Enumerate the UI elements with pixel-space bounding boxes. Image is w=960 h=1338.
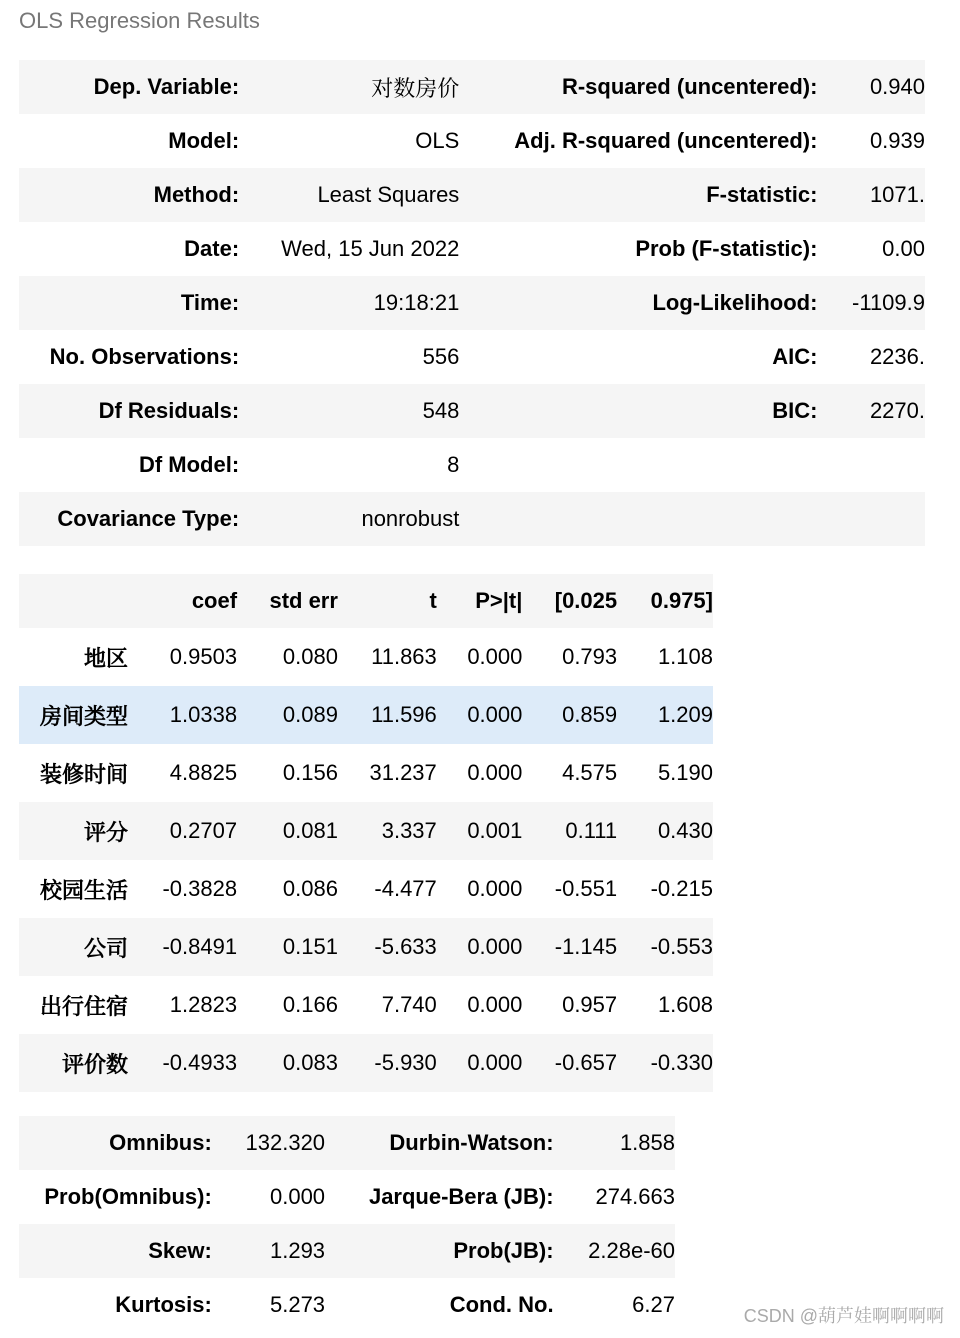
diagnostic-value: 5.273 [269,1292,326,1317]
diagnostic-value: 2.28e-60 [588,1238,675,1263]
coefficient-row [19,744,713,802]
coefficient-value: 0.086 [282,876,338,901]
coefficient-value: -1.145 [554,934,618,959]
summary-label: Method: [153,182,240,207]
diagnostic-label: Prob(Omnibus): [44,1184,212,1209]
diagnostic-value: 6.27 [632,1292,675,1317]
summary-value: 1071. [869,182,925,207]
variable-name: 评分 [84,819,129,845]
coefficient-value: 0.000 [467,702,523,727]
variable-name: 出行住宿 [40,993,129,1019]
diagnostic-value: 274.663 [595,1184,675,1209]
summary-value: 0.939 [869,128,925,153]
diagnostics-row [19,1116,675,1170]
coefficient-value: 0.001 [467,818,523,843]
column-header: coef [191,588,238,613]
diagnostic-value: 1.293 [269,1238,326,1263]
summary-row [19,114,925,168]
coefficient-value: 0.793 [562,644,618,669]
summary-value: 2270. [869,398,925,423]
summary-label: R-squared (uncentered): [561,74,818,99]
diagnostic-label: Durbin-Watson: [389,1130,554,1155]
coefficient-value: -0.553 [650,934,713,959]
summary-value: 0.940 [869,74,925,99]
summary-label: Time: [180,290,240,315]
summary-label: F-statistic: [706,182,818,207]
summary-label: BIC: [772,398,818,423]
coefficient-value: -4.477 [374,876,437,901]
column-header: P>|t| [475,588,523,613]
coefficient-row [19,860,713,918]
summary-row [19,60,925,114]
column-header: std err [269,588,338,613]
coefficient-value: 0.957 [562,992,618,1017]
coefficient-row [19,918,713,976]
diagnostics-row [19,1170,675,1224]
summary-value: OLS [415,128,460,153]
summary-value: Least Squares [317,182,460,207]
diagnostic-label: Omnibus: [109,1130,212,1155]
coefficient-value: -5.930 [374,1050,437,1075]
column-header: [0.025 [554,588,618,613]
diagnostic-label: Skew: [148,1238,212,1263]
summary-value: 对数房价 [371,75,460,101]
coefficient-value: 1.0338 [169,702,238,727]
diagnostic-value: 0.000 [269,1184,326,1209]
coefficient-value: 0.089 [282,702,338,727]
coefficient-value: -0.657 [554,1050,618,1075]
summary-value: nonrobust [361,506,460,531]
column-header [19,574,128,628]
coefficient-value: 3.337 [381,818,437,843]
summary-label: Df Residuals: [98,398,240,423]
coefficient-row [19,976,713,1034]
summary-label: Date: [184,236,240,261]
variable-name: 房间类型 [40,703,129,729]
summary-label: Dep. Variable: [93,74,240,99]
summary-table [19,60,925,546]
coefficient-value: 4.8825 [169,760,238,785]
coefficient-row [19,1034,713,1092]
summary-row [19,330,925,384]
summary-row [19,492,925,546]
coefficient-row [19,686,713,744]
coefficient-value: 4.575 [562,760,618,785]
summary-row [19,276,925,330]
summary-value [817,438,925,492]
coefficient-value: 0.000 [467,992,523,1017]
summary-value: Wed, 15 Jun 2022 [281,236,460,261]
coefficient-value: 0.081 [282,818,338,843]
summary-value: 2236. [869,344,925,369]
summary-value: 19:18:21 [373,290,460,315]
coefficient-value: 11.863 [371,644,437,669]
coefficient-value: -0.4933 [162,1050,238,1075]
summary-value: 556 [422,344,460,369]
coefficient-value: 0.9503 [169,644,238,669]
coefficient-value: 0.2707 [169,818,238,843]
coefficient-value: 0.000 [467,1050,523,1075]
coefficient-row [19,628,713,686]
diagnostic-value: 132.320 [245,1130,326,1155]
diagnostics-table [19,1116,675,1332]
summary-label: Adj. R-squared (uncentered): [514,128,818,153]
coefficient-value: -5.633 [374,934,437,959]
summary-label: Prob (F-statistic): [635,236,818,261]
coefficient-value: 0.000 [467,934,523,959]
coefficient-value: 0.151 [282,934,338,959]
coefficient-value: 1.108 [657,644,713,669]
summary-label: Covariance Type: [57,506,240,531]
coefficient-value: -0.215 [650,876,713,901]
coefficient-row [19,802,713,860]
diagnostics-row [19,1278,675,1332]
summary-row [19,222,925,276]
coefficient-value: 1.2823 [169,992,238,1017]
summary-value: -1109.9 [852,290,925,315]
coefficient-value: 0.156 [282,760,338,785]
summary-label: Log-Likelihood: [652,290,818,315]
coefficient-value: 5.190 [657,760,713,785]
coefficient-value: 0.080 [282,644,338,669]
coefficient-value: 1.209 [657,702,713,727]
summary-row [19,438,925,492]
summary-row [19,384,925,438]
variable-name: 校园生活 [40,877,129,903]
coefficient-value: 0.166 [282,992,338,1017]
column-header: t [429,588,437,613]
summary-label: Df Model: [138,452,240,477]
coefficient-value: 0.859 [562,702,618,727]
summary-label: Model: [168,128,240,153]
coefficient-value: -0.330 [650,1050,713,1075]
coefficient-value: 0.430 [657,818,713,843]
coefficient-value: 0.000 [467,760,523,785]
diagnostic-label: Kurtosis: [115,1292,212,1317]
variable-name: 公司 [84,935,129,961]
summary-value [817,492,925,546]
diagnostics-row [19,1224,675,1278]
coefficient-value: -0.3828 [162,876,238,901]
diagnostic-label: Cond. No. [449,1292,554,1317]
summary-row [19,168,925,222]
diagnostic-label: Jarque-Bera (JB): [368,1184,554,1209]
variable-name: 地区 [84,645,129,671]
coefficient-value: 1.608 [657,992,713,1017]
watermark: CSDN @葫芦娃啊啊啊啊 [743,1306,944,1326]
coefficient-value: 0.000 [467,644,523,669]
coefficient-value: 0.111 [565,818,618,843]
summary-label: AIC: [772,344,818,369]
summary-label [459,438,817,492]
summary-label: No. Observations: [49,344,240,369]
coefficient-value: -0.8491 [162,934,238,959]
coefficient-value: 0.000 [467,876,523,901]
coefficient-value: 31.237 [369,760,437,785]
diagnostic-label: Prob(JB): [453,1238,554,1263]
diagnostic-value: 1.858 [619,1130,675,1155]
coefficient-header-row [19,574,713,628]
coefficient-table [19,574,713,1092]
variable-name: 评价数 [62,1051,129,1077]
summary-label [459,492,817,546]
results-caption: OLS Regression Results [19,8,260,33]
coefficient-value: -0.551 [554,876,618,901]
column-header: 0.975] [650,588,713,613]
summary-value: 0.00 [882,236,925,261]
summary-value: 548 [422,398,460,423]
coefficient-value: 7.740 [381,992,437,1017]
coefficient-value: 0.083 [282,1050,338,1075]
summary-value: 8 [447,452,460,477]
coefficient-value: 11.596 [371,702,437,727]
variable-name: 装修时间 [40,761,129,787]
